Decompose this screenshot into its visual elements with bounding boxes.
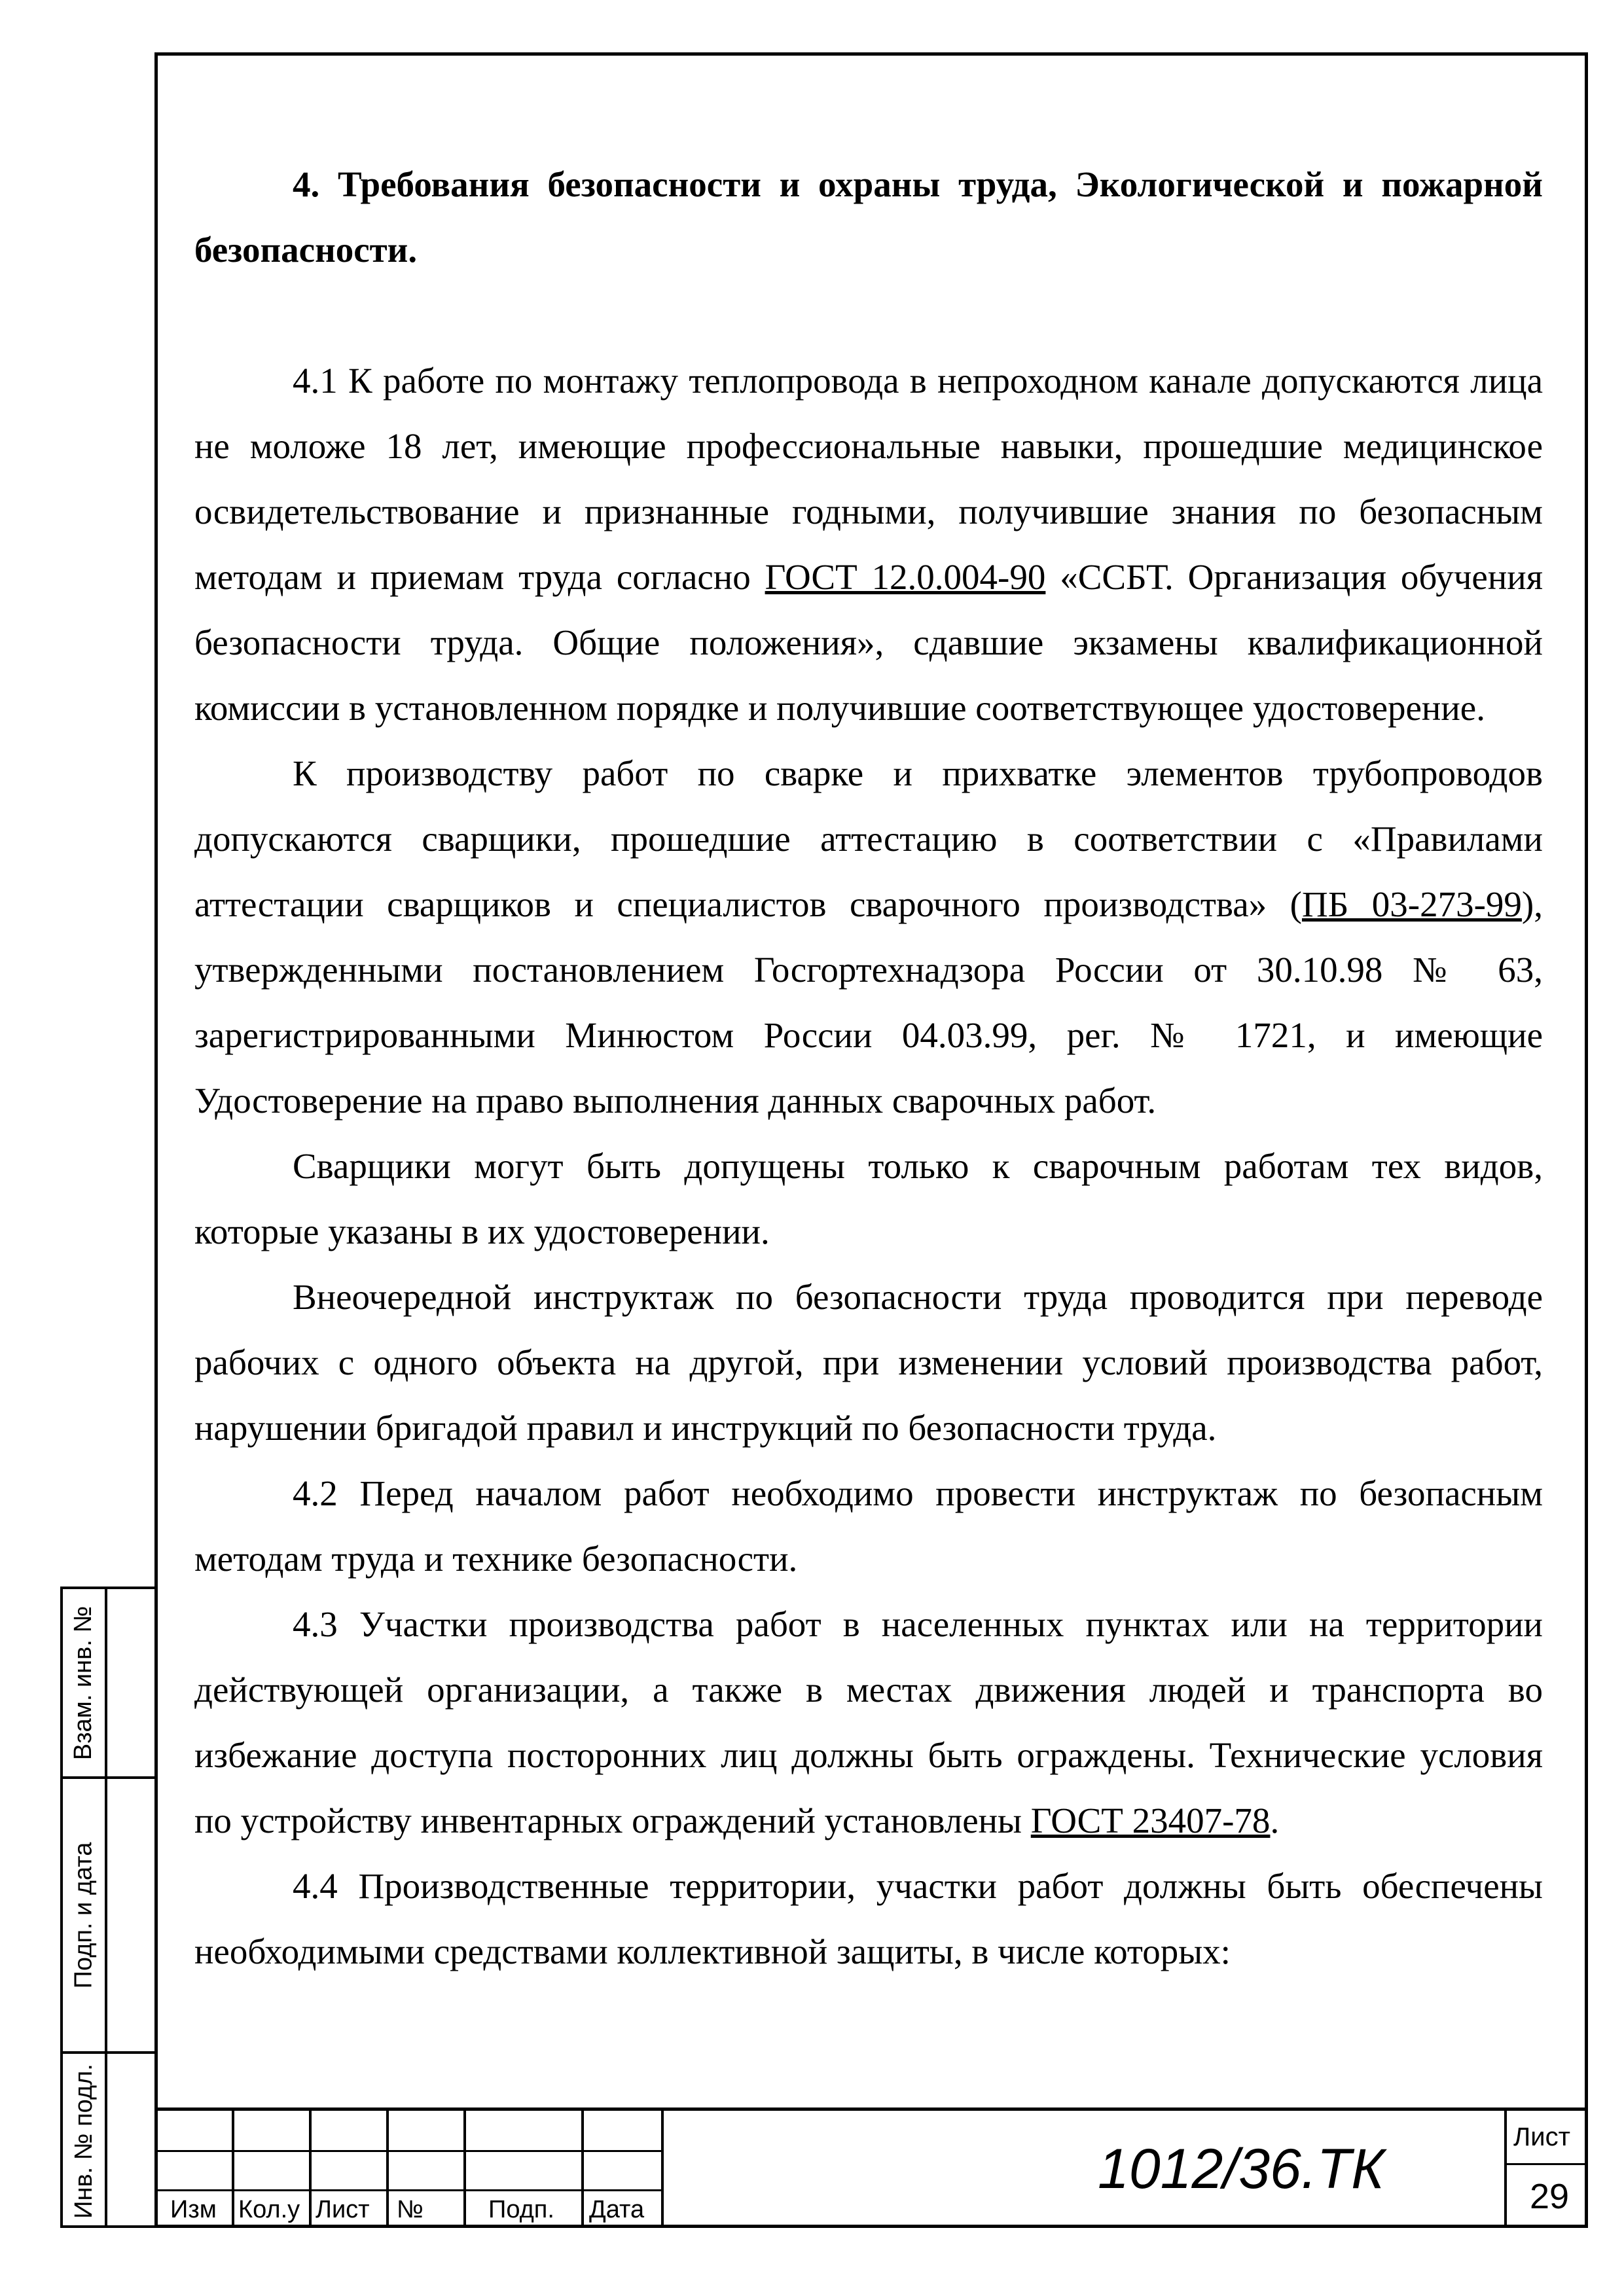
gost-23407-78-link[interactable]: ГОСТ 23407-78 (1030, 1801, 1271, 1840)
stamp-izm: Изм (170, 2196, 217, 2223)
document-body (194, 152, 1543, 1984)
stamp-list: Лист (316, 2196, 370, 2223)
paragraph-4-3: 4.3 Участки производства работ в населенных пунктах или на территории действующей организации, а также в местах движения людей и транспорта во избежание доступа посторонних лиц должны быть ограждены. Технические условия по устройству инвентарных ограждений установлены ГОСТ 23407-78. (194, 1604, 1543, 1840)
paragraph-4-1: 4.1 К работе по монтажу теплопровода в непроходном канале допускаются лица не моложе 18 лет, имеющие профессиональные навыки, прошедшие медицинское освидетельствование и признанные годными, получившие знания по безопасным методам и приемам труда согласно ГОСТ 12.0.004-90 «ССБТ. Организация обучения безопасности труда. Общие положения», сдавшие экзамены квалификационной комиссии в установленном порядке и получившие соответствующее удостоверение. (194, 361, 1543, 728)
paragraph-briefing: Внеочередной инструктаж по безопасности труда проводится при переводе рабочих с одного объекта на другой, при изменении условий производства работ, нарушении бригадой правил и инструкций по безопасности труда. (194, 1277, 1543, 1448)
side-label-podp: Подп. и дата (69, 1842, 98, 1988)
side-row-vzam (63, 1589, 154, 1779)
side-row-podp (63, 1779, 154, 2054)
paragraph-4-4: 4.4 Производственные территории, участки работ должны быть обеспечены необходимыми средствами коллективной защиты, в числе которых: (194, 1866, 1543, 1971)
side-label-inv: Инв. № подл. (69, 2063, 98, 2219)
side-row-inv (63, 2054, 154, 2228)
stamp-data: Дата (589, 2196, 645, 2223)
gost-12-0-004-90-link[interactable]: ГОСТ 12.0.004-90 (765, 557, 1046, 597)
section-heading: 4. Требования безопасности и охраны труда, Экологической и пожарной безопасности. (194, 164, 1543, 270)
pb-03-273-99-link[interactable]: ПБ 03-273-99 (1301, 884, 1522, 924)
paragraph-welding: К производству работ по сварке и прихватке элементов трубопроводов допускаются сварщики, прошедшие аттестацию в соответствии с «Правилами аттестации сварщиков и специалистов сварочного производства» (ПБ 03-273-99), утвержденными постановлением Госгортехнадзора России от 30.10.98 № 63, зарегистрированными Минюстом России 04.03.99, рег. № 1721, и имеющие Удостоверение на право выполнения данных сварочных работ. (194, 753, 1543, 1121)
stamp-podp: Подп. (488, 2196, 554, 2223)
stamp-num: № (397, 2196, 424, 2223)
stamp-kolu: Кол.у (238, 2196, 300, 2223)
paragraph-welders: Сварщики могут быть допущены только к сварочным работам тех видов, которые указаны в их удостоверении. (194, 1146, 1543, 1251)
sheet-number: 29 (1529, 2177, 1570, 2216)
sheet-label: Лист (1513, 2123, 1570, 2151)
side-label-vzam: Взам. инв. № (69, 1605, 98, 1760)
document-number: 1012/36.ТК (1098, 2138, 1384, 2200)
paragraph-4-2: 4.2 Перед началом работ необходимо провести инструктаж по безопасным методам труда и технике безопасности. (194, 1473, 1543, 1579)
title-block (154, 2108, 1588, 2228)
side-stamp (60, 1587, 154, 2228)
